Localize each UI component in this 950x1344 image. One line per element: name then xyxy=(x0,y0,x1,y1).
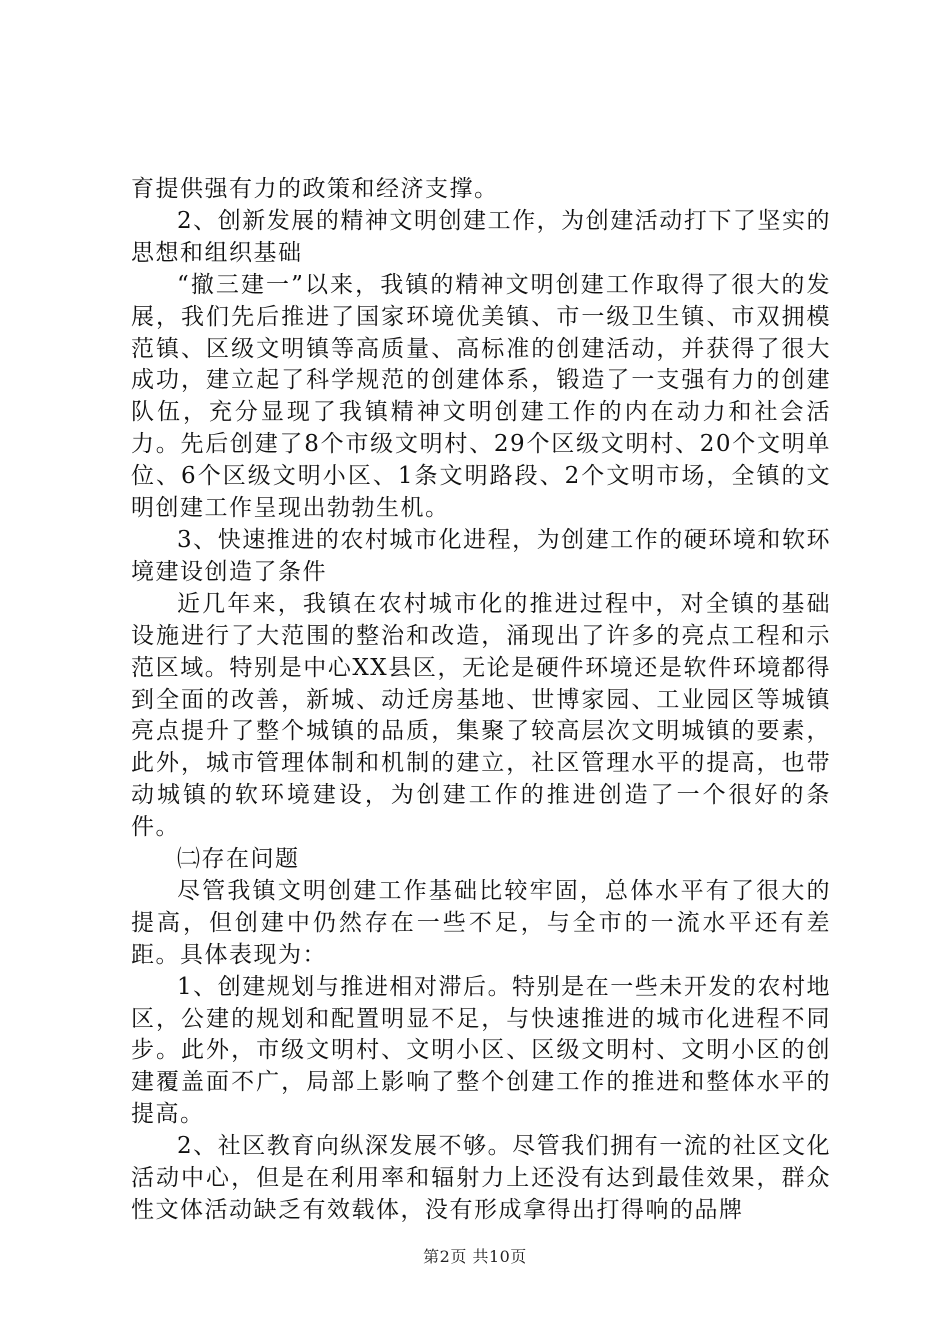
section-heading-problems: ㈡存在问题 xyxy=(177,846,300,873)
paragraph-heading-2: 2、创新发展的精神文明创建工作，为创建活动打下了坚实的思想和组织基础 xyxy=(131,207,831,266)
paragraph-item-1: 1、创建规划与推进相对滞后。特别是在一些未开发的农村地区，公建的规划和配置明显不足，与快速推进的城市化进程不同步。此外，市级文明村、文明小区、区级文明村、文明小区的创建覆盖面不广，局部上影响了整个创建工作的推进和整体水平的提高。 xyxy=(131,973,831,1128)
paragraph-continuation: 育提供强有力的政策和经济支撑。 xyxy=(131,176,499,202)
paragraph-body: “撤三建一”以来，我镇的精神文明创建工作取得了很大的发展，我们先后推进了国家环境优美镇、市一级卫生镇、市双拥模范镇、区级文明镇等高质量、高标准的创建活动，并获得了很大成功，建立起了科学规范的创建体系，锻造了一支强有力的创建队伍，充分显现了我镇精神文明创建工作的内在动力和社会活力。先后创建了8个市级文明村、29个区级文明村、20个文明单位、6个区级文明小区、1条文明路段、2个文明市场，全镇的文明创建工作呈现出勃勃生机。 xyxy=(131,271,831,522)
paragraph-body: 近几年来，我镇在农村城市化的推进过程中，对全镇的基础设施进行了大范围的整治和改造，涌现出了许多的亮点工程和示范区域。特别是中心XX县区，无论是硬件环境还是软件环境都得到全面的改善，新城、动迁房基地、世博家园、工业园区等城镇亮点提升了整个城镇的品质，集聚了较高层次文明城镇的要素，此外，城市管理体制和机制的建立，社区管理水平的提高，也带动城镇的软环境建设，为创建工作的推进创造了一个很好的条件。 xyxy=(131,590,831,841)
paragraph-item-2: 2、社区教育向纵深发展不够。尽管我们拥有一流的社区文化活动中心，但是在利用率和辐射力上还没有达到最佳效果，群众性文体活动缺乏有效载体，没有形成拿得出打得响的品牌 xyxy=(131,1133,831,1223)
page-number-footer: 第2页 共10页 xyxy=(423,1247,527,1266)
paragraph-heading-3: 3、快速推进的农村城市化进程，为创建工作的硬环境和软环境建设创造了条件 xyxy=(131,526,831,585)
document-body xyxy=(131,174,831,1227)
paragraph-body: 尽管我镇文明创建工作基础比较牢固，总体水平有了很大的提高，但创建中仍然存在一些不足，与全市的一流水平还有差距。具体表现为： xyxy=(131,877,831,968)
